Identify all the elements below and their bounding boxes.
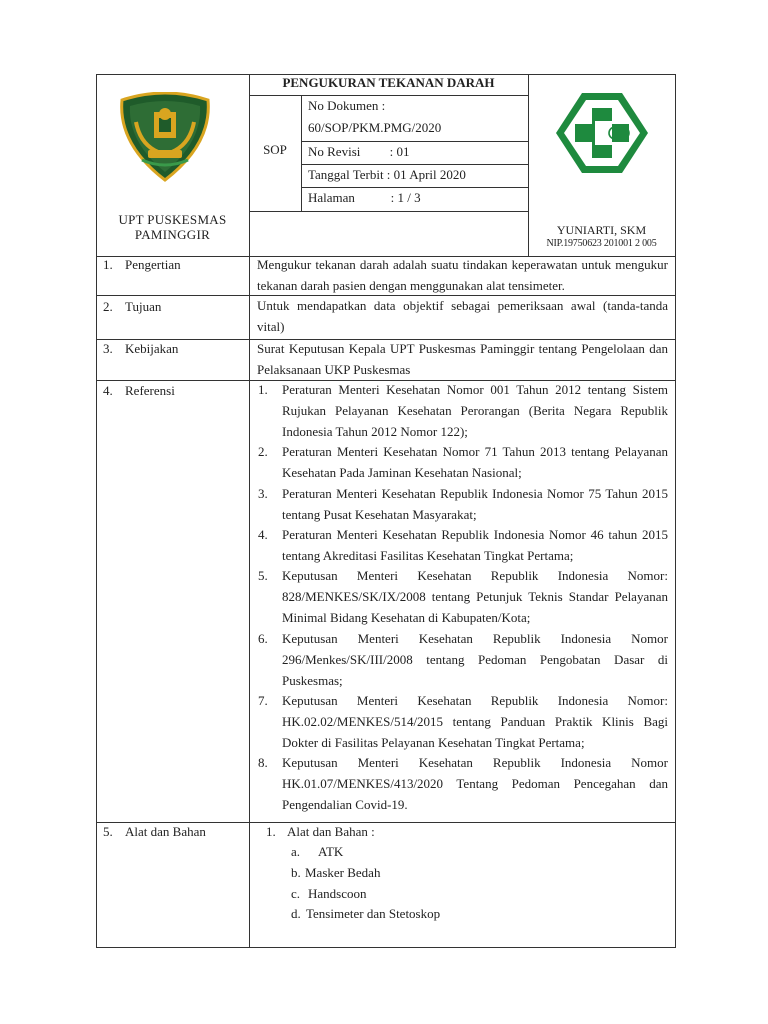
district-emblem-icon	[118, 92, 212, 182]
org-name-line2: PAMINGGIR	[134, 227, 211, 242]
reference-number: 6.	[258, 631, 268, 646]
reference-item: Peraturan Menteri Kesehatan Nomor 001 Tahun 2012 tentang Sistem Rujukan Pelayanan Kesehatan Perorangan (Berita Negara Republik Indonesia Tahun 2012 Nomor 122);	[282, 382, 668, 439]
list-item: Tensimeter dan Stetoskop	[306, 906, 441, 921]
reference-item: Keputusan Menteri Kesehatan Republik Indonesia Nomor: HK.02.02/MENKES/514/2015 tentang Panduan Praktik Klinis Bagi Dokter di Fasilitas Pelayanan Kesehatan Tingkat Pertama;	[282, 693, 668, 750]
reference-item: Keputusan Menteri Kesehatan Republik Indonesia Nomor: 828/MENKES/SK/IX/2008 tentang Petunjuk Teknis Standar Pelayanan Minimal Bidang Kesehatan di Kabupaten/Kota;	[282, 568, 668, 625]
reference-item: Peraturan Menteri Kesehatan Republik Indonesia Nomor 46 tahun 2015 tentang Akreditasi Fasilitas Kesehatan Tingkat Pertama;	[282, 527, 668, 563]
sop-divider	[301, 95, 302, 212]
section-4-label: Referensi	[125, 383, 175, 398]
section-3-label: Kebijakan	[125, 341, 179, 356]
section-2-label: Tujuan	[125, 299, 162, 314]
reference-number: 7.	[258, 693, 268, 708]
section-1-num: 1.	[103, 257, 113, 272]
section-3-num: 3.	[103, 341, 113, 356]
pengertian-text: Mengukur tekanan darah adalah suatu tindakan keperawatan untuk mengukur tekanan darah pasien dengan menggunakan alat tensimeter.	[257, 257, 668, 293]
row-line-5	[96, 822, 676, 823]
list-item: Masker Bedah	[305, 865, 381, 880]
section-2-num: 2.	[103, 299, 113, 314]
header-divider-left	[249, 74, 250, 948]
no-dokumen-value: 60/SOP/PKM.PMG/2020	[308, 120, 442, 135]
meta-line-2	[301, 164, 528, 165]
meta-line-1	[301, 141, 528, 142]
reference-item: Peraturan Menteri Kesehatan Republik Indonesia Nomor 75 Tahun 2015 tentang Pusat Kesehatan Masyarakat;	[282, 486, 668, 522]
reference-item: Peraturan Menteri Kesehatan Nomor 71 Tahun 2013 tentang Pelayanan Kesehatan Pada Jaminan Kesehatan Nasional;	[282, 444, 668, 480]
no-dokumen-label: No Dokumen :	[308, 98, 386, 113]
section-1-label: Pengertian	[125, 257, 181, 272]
reference-number: 8.	[258, 755, 268, 770]
list-item-num: c.	[291, 886, 301, 901]
document-title: PENGUKURAN TEKANAN DARAH	[282, 75, 495, 90]
reference-number: 4.	[258, 527, 268, 542]
meta-line-3	[301, 187, 528, 188]
no-revisi: No Revisi : 01	[308, 144, 410, 159]
alat-heading: Alat dan Bahan :	[287, 824, 375, 839]
org-name-line1: UPT PUSKESMAS	[118, 212, 227, 227]
reference-number: 2.	[258, 444, 268, 459]
reference-number: 3.	[258, 486, 268, 501]
tujuan-text: Untuk mendapatkan data objektif sebagai pemeriksaan awal (tanda-tanda vital)	[257, 298, 668, 334]
reference-number: 1.	[258, 382, 268, 397]
list-item-num: a.	[291, 844, 301, 859]
reference-item: Keputusan Menteri Kesehatan Republik Indonesia Nomor 296/Menkes/SK/III/2008 tentang Pedoman Pengobatan Dasar di Puskesmas;	[282, 631, 668, 688]
halaman: Halaman : 1 / 3	[308, 190, 421, 205]
list-item-num: b.	[291, 865, 301, 880]
table-border-bottom	[96, 947, 676, 948]
list-item: ATK	[318, 844, 344, 859]
signer-name: YUNIARTI, SKM	[556, 223, 647, 237]
table-border-left	[96, 74, 97, 948]
kebijakan-text: Surat Keputusan Kepala UPT Puskesmas Paminggir tentang Pengelolaan dan Pelaksanaan UKP Puskesmas	[257, 341, 668, 377]
puskesmas-cross-logo-icon	[555, 92, 649, 174]
table-border-right	[675, 74, 676, 948]
reference-item: Keputusan Menteri Kesehatan Republik Indonesia Nomor HK.01.07/MENKES/413/2020 Tentang Pedoman Pencegahan dan Pengendalian Covid-19.	[282, 755, 668, 812]
section-4-num: 4.	[103, 383, 113, 398]
section-5-label: Alat dan Bahan	[125, 824, 206, 839]
reference-number: 5.	[258, 568, 268, 583]
section-5-num: 5.	[103, 824, 113, 839]
signer-nip: NIP.19750623 201001 2 005	[546, 238, 657, 249]
header-row-divider	[249, 211, 528, 212]
sop-label: SOP	[263, 142, 287, 157]
tanggal-terbit: Tanggal Terbit : 01 April 2020	[308, 167, 466, 182]
list-item: Handscoon	[308, 886, 367, 901]
alat-heading-num: 1.	[266, 824, 276, 839]
title-underline	[249, 95, 528, 96]
list-item-num: d.	[291, 906, 301, 921]
